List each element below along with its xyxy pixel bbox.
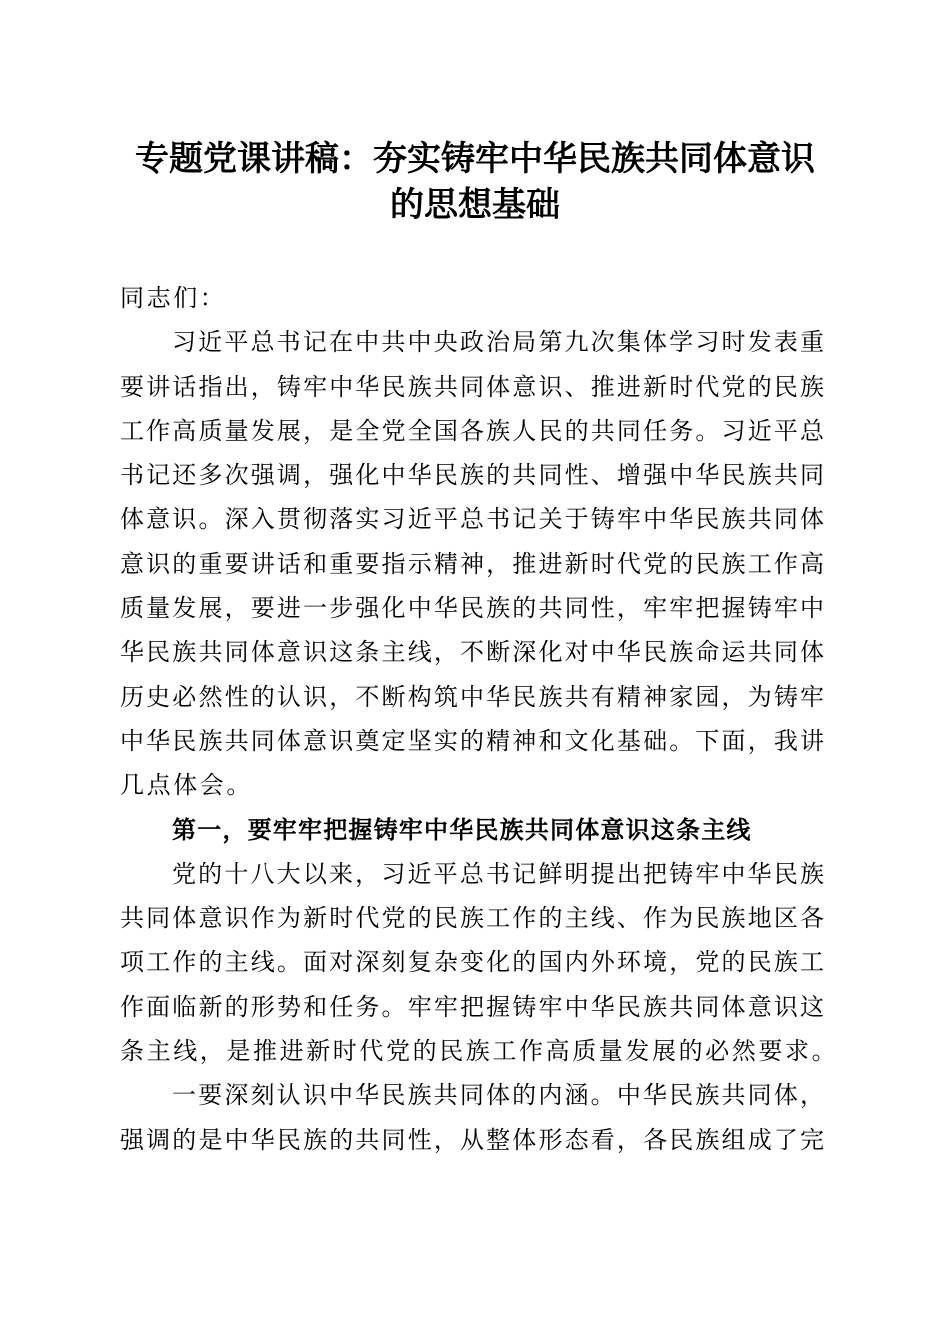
paragraph-line: 几点体会。 — [120, 771, 253, 800]
paragraph-line: 条主线，是推进新时代党的民族工作高质量发展的必然要求。 — [120, 1037, 839, 1066]
document-title — [100, 136, 850, 228]
paragraph-line: 意识的重要讲话和重要指示精神，推进新时代党的民族工作高 — [120, 549, 824, 578]
section-heading-1: 第一，要牢牢把握铸牢中华民族共同体意识这条主线 — [172, 815, 752, 844]
paragraph-2 — [120, 852, 839, 1073]
paragraph-line: 书记还多次强调，强化中华民族的共同性、增强中华民族共同 — [120, 461, 824, 490]
paragraph-line: 中华民族共同体意识奠定坚实的精神和文化基础。下面，我讲 — [120, 726, 824, 755]
paragraph-1 — [120, 320, 824, 807]
title-line-2: 的思想基础 — [390, 185, 560, 225]
paragraph-line: 共同体意识作为新时代党的民族工作的主线、作为民族地区各 — [120, 904, 824, 933]
paragraph-line: 历史必然性的认识，不断构筑中华民族共有精神家园，为铸牢 — [120, 682, 824, 711]
paragraph-line: 党的十八大以来，习近平总书记鲜明提出把铸牢中华民族 — [172, 859, 824, 888]
paragraph-line: 体意识。深入贯彻落实习近平总书记关于铸牢中华民族共同体 — [120, 505, 824, 534]
paragraph-line: 项工作的主线。面对深刻复杂变化的国内外环境，党的民族工 — [120, 948, 824, 977]
paragraph-line: 工作高质量发展，是全党全国各族人民的共同任务。习近平总 — [120, 416, 824, 445]
paragraph-line: 质量发展，要进一步强化中华民族的共同性，牢牢把握铸牢中 — [120, 594, 824, 623]
title-line-1: 专题党课讲稿：夯实铸牢中华民族共同体意识 — [135, 139, 815, 179]
paragraph-line: 要讲话指出，铸牢中华民族共同体意识、推进新时代党的民族 — [120, 372, 824, 401]
paragraph-line: 作面临新的形势和任务。牢牢把握铸牢中华民族共同体意识这 — [120, 992, 824, 1021]
document-body — [120, 276, 839, 1162]
salutation: 同志们： — [120, 284, 227, 312]
paragraph-line: 习近平总书记在中共中央政治局第九次集体学习时发表重 — [172, 328, 824, 357]
paragraph-line: 强调的是中华民族的共同性，从整体形态看，各民族组成了完 — [120, 1125, 824, 1154]
paragraph-line: 华民族共同体意识这条主线，不断深化对中华民族命运共同体 — [120, 638, 824, 667]
paragraph-line: 一要深刻认识中华民族共同体的内涵。中华民族共同体， — [172, 1081, 824, 1110]
paragraph-3 — [120, 1073, 824, 1162]
